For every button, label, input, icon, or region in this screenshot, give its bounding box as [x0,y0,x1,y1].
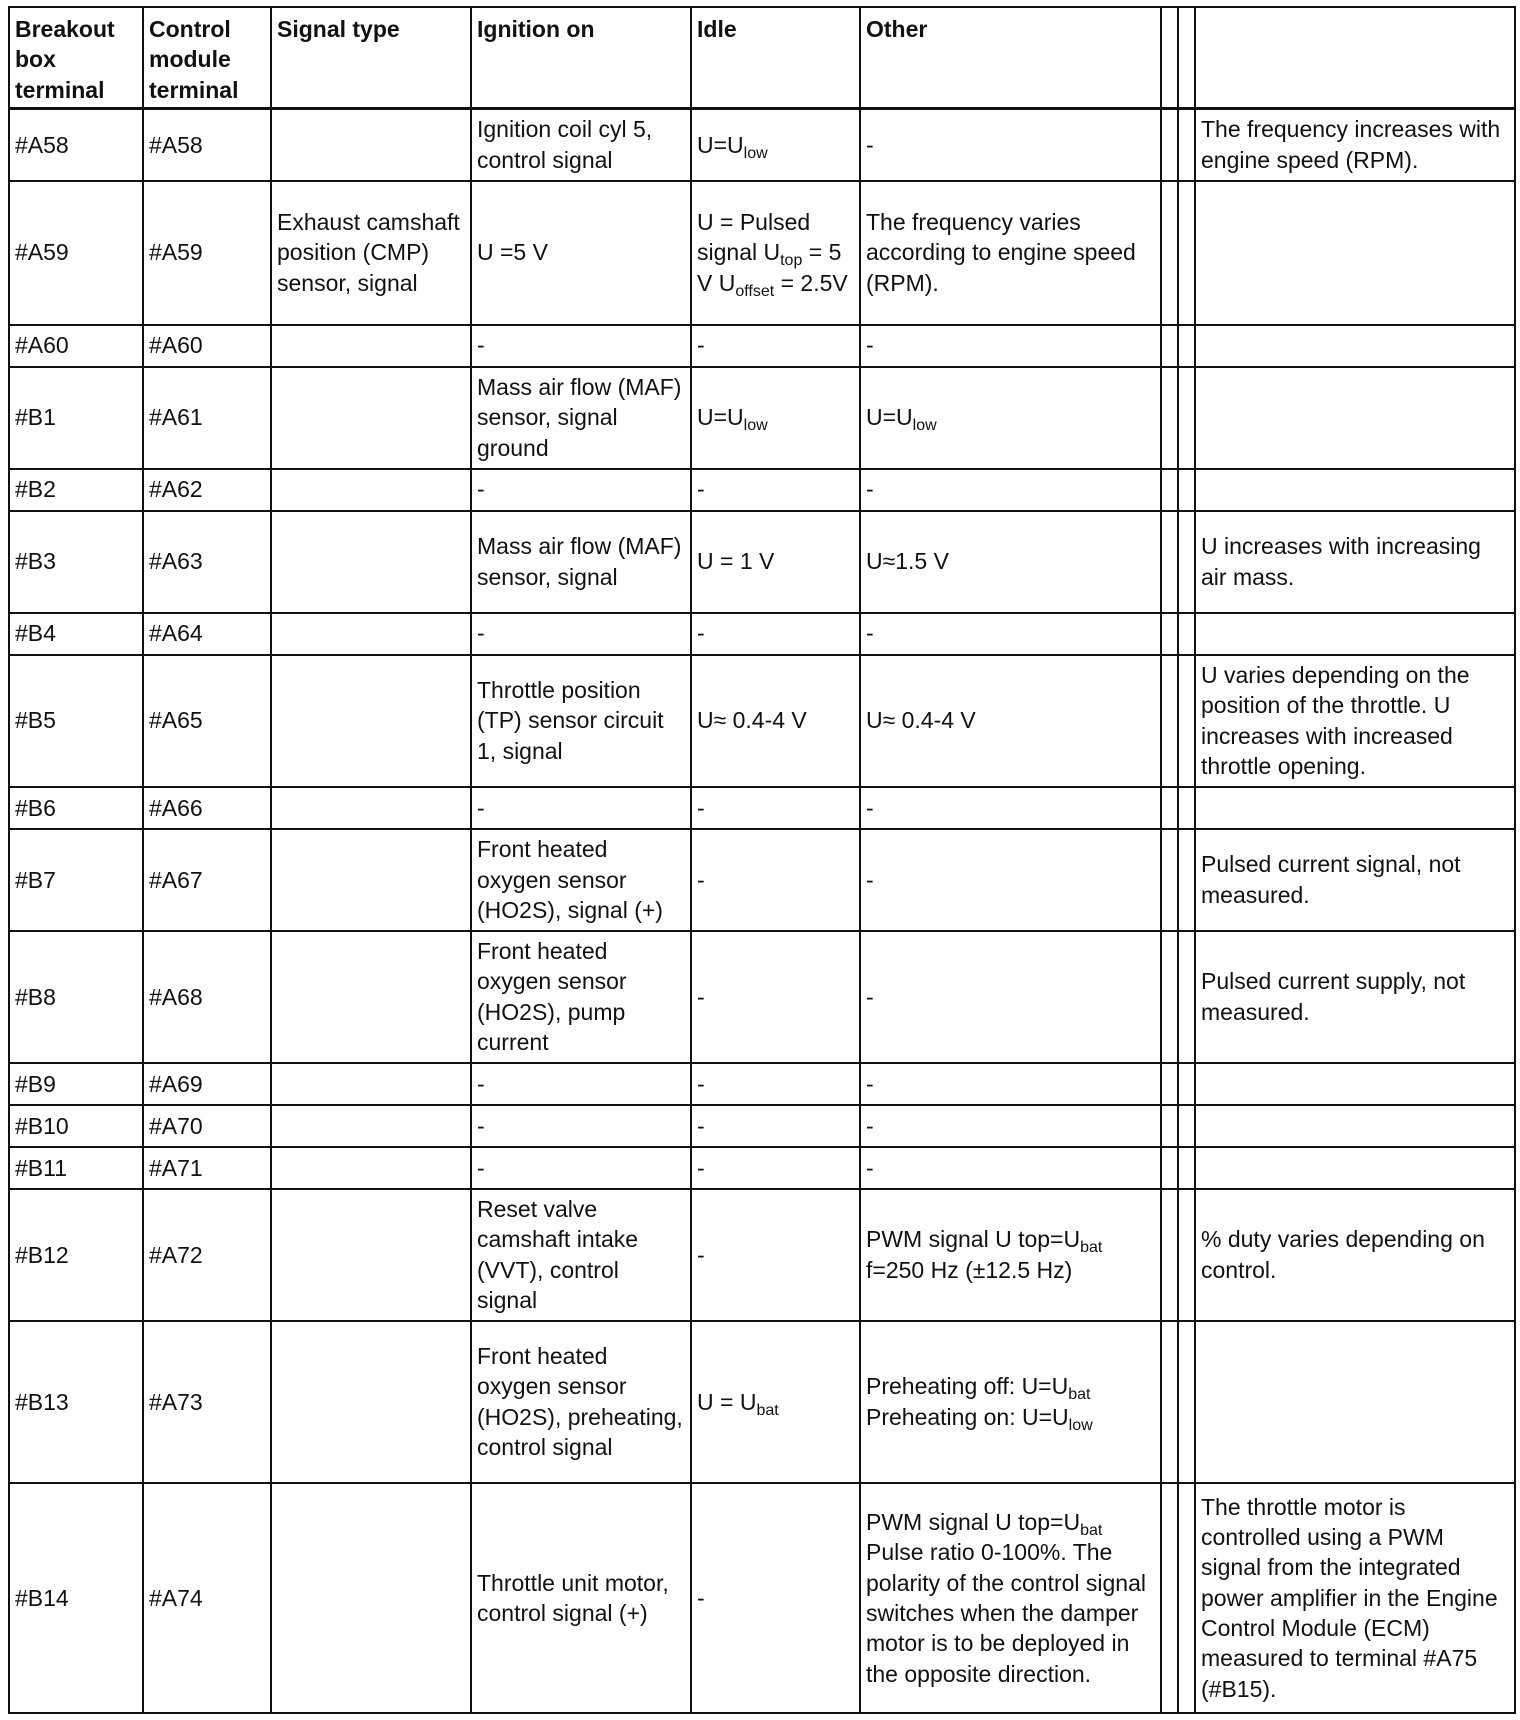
table-row [9,1063,1515,1105]
cell-ignition-on: - [471,787,691,829]
cell-breakout-terminal: #B10 [9,1105,143,1147]
cell-breakout-terminal: #B3 [9,511,143,613]
cell-breakout-terminal: #B12 [9,1189,143,1321]
cell-signal-type [271,613,471,655]
cell-idle: - [691,1105,860,1147]
table-row [9,367,1515,469]
cell-extra-1 [1161,367,1178,469]
cell-extra-2 [1178,181,1195,325]
cell-control-terminal: #A61 [143,367,271,469]
cell-control-terminal: #A67 [143,829,271,931]
cell-comment [1195,325,1515,367]
table-row [9,613,1515,655]
cell-control-terminal: #A66 [143,787,271,829]
cell-signal-type: Exhaust camshaft position (CMP) sensor, signal [271,181,471,325]
cell-other: Preheating off: $U=U_{bat}$ Preheating on: $U=U_{low}$ [860,1321,1161,1483]
cell-ignition-on: Throttle position (TP) sensor circuit 1, signal [471,655,691,787]
cell-extra-1 [1161,181,1178,325]
cell-extra-2 [1178,511,1195,613]
cell-signal-type [271,109,471,181]
header-comment [1195,7,1515,109]
table-row [9,1189,1515,1321]
cell-extra-2 [1178,787,1195,829]
cell-ignition-on: Ignition coil cyl 5, control signal [471,109,691,181]
header-ignition-on: Ignition on [471,7,691,109]
cell-breakout-terminal: #B13 [9,1321,143,1483]
cell-idle: - [691,613,860,655]
table-row [9,655,1515,787]
cell-control-terminal: #A59 [143,181,271,325]
cell-signal-type [271,655,471,787]
cell-other: - [860,931,1161,1063]
cell-breakout-terminal: #B1 [9,367,143,469]
cell-control-terminal: #A74 [143,1483,271,1713]
header-control-module-terminal: Control module terminal [143,7,271,109]
table-header-row [9,7,1515,109]
cell-breakout-terminal: #B6 [9,787,143,829]
cell-extra-1 [1161,1321,1178,1483]
cell-comment [1195,1105,1515,1147]
table-row [9,511,1515,613]
table-row [9,829,1515,931]
header-signal-type: Signal type [271,7,471,109]
cell-comment: Pulsed current supply, not measured. [1195,931,1515,1063]
cell-breakout-terminal: #A60 [9,325,143,367]
cell-signal-type [271,367,471,469]
cell-extra-2 [1178,931,1195,1063]
cell-extra-2 [1178,829,1195,931]
cell-ignition-on: Front heated oxygen sensor (HO2S), preheating, control signal [471,1321,691,1483]
cell-control-terminal: #A69 [143,1063,271,1105]
cell-idle: - [691,325,860,367]
cell-comment [1195,787,1515,829]
cell-breakout-terminal: #A58 [9,109,143,181]
cell-idle: - [691,1147,860,1189]
cell-ignition-on: Throttle unit motor, control signal (+) [471,1483,691,1713]
cell-idle: - [691,1063,860,1105]
cell-other: PWM signal U $top=U_{bat}$ Pulse ratio 0-100%. The polarity of the control signal switches when the damper motor is to be deployed in the opposite direction. [860,1483,1161,1713]
cell-other: - [860,1147,1161,1189]
cell-other: - [860,787,1161,829]
cell-signal-type [271,325,471,367]
cell-comment [1195,1063,1515,1105]
header-breakout-box-terminal: Breakout box terminal [9,7,143,109]
cell-comment: The frequency increases with engine speed (RPM). [1195,109,1515,181]
cell-control-terminal: #A72 [143,1189,271,1321]
cell-comment [1195,469,1515,511]
table-row [9,325,1515,367]
cell-extra-2 [1178,325,1195,367]
cell-extra-1 [1161,787,1178,829]
cell-extra-2 [1178,613,1195,655]
cell-extra-1 [1161,469,1178,511]
table-row [9,931,1515,1063]
cell-other: PWM signal U $top=U_{bat}$ f=250 Hz (±12.5 Hz) [860,1189,1161,1321]
cell-comment: The throttle motor is controlled using a PWM signal from the integrated power amplifier in the Engine Control Module (ECM) measured to terminal #A75 (#B15). [1195,1483,1515,1713]
cell-control-terminal: #A68 [143,931,271,1063]
cell-control-terminal: #A60 [143,325,271,367]
cell-control-terminal: #A58 [143,109,271,181]
header-extra-1 [1161,7,1178,109]
cell-breakout-terminal: #B2 [9,469,143,511]
cell-comment: U increases with increasing air mass. [1195,511,1515,613]
cell-comment [1195,1147,1515,1189]
cell-extra-1 [1161,1189,1178,1321]
cell-comment [1195,1321,1515,1483]
table-row [9,787,1515,829]
cell-breakout-terminal: #B4 [9,613,143,655]
header-extra-2 [1178,7,1195,109]
cell-signal-type [271,511,471,613]
cell-extra-1 [1161,325,1178,367]
cell-extra-1 [1161,1063,1178,1105]
cell-ignition-on: Front heated oxygen sensor (HO2S), signal (+) [471,829,691,931]
cell-breakout-terminal: #B14 [9,1483,143,1713]
header-idle: Idle [691,7,860,109]
cell-extra-2 [1178,1147,1195,1189]
cell-idle: - [691,1189,860,1321]
table-row [9,1483,1515,1713]
cell-breakout-terminal: #B11 [9,1147,143,1189]
table-row [9,1147,1515,1189]
cell-extra-1 [1161,613,1178,655]
cell-other: - [860,469,1161,511]
cell-comment: % duty varies depending on control. [1195,1189,1515,1321]
cell-ignition-on: Front heated oxygen sensor (HO2S), pump current [471,931,691,1063]
cell-other: - [860,1063,1161,1105]
cell-other: The frequency varies according to engine speed (RPM). [860,181,1161,325]
cell-extra-1 [1161,109,1178,181]
cell-control-terminal: #A64 [143,613,271,655]
cell-extra-1 [1161,511,1178,613]
table-row [9,181,1515,325]
cell-other: U≈ 0.4-4 V [860,655,1161,787]
cell-idle: - [691,829,860,931]
cell-extra-1 [1161,655,1178,787]
cell-ignition-on: - [471,469,691,511]
cell-idle: U = Pulsed signal $U_{top} = 5$ V $U_{offset} = 2.5V$ [691,181,860,325]
cell-breakout-terminal: #A59 [9,181,143,325]
cell-extra-2 [1178,655,1195,787]
cell-signal-type [271,1189,471,1321]
cell-other: - [860,325,1161,367]
table-row [9,1321,1515,1483]
cell-ignition-on: Reset valve camshaft intake (VVT), control signal [471,1189,691,1321]
table-row [9,469,1515,511]
cell-idle: $U=U_{low}$ [691,109,860,181]
cell-comment: Pulsed current signal, not measured. [1195,829,1515,931]
header-other: Other [860,7,1161,109]
cell-extra-2 [1178,109,1195,181]
cell-extra-2 [1178,469,1195,511]
cell-comment [1195,367,1515,469]
cell-breakout-terminal: #B7 [9,829,143,931]
cell-extra-1 [1161,1147,1178,1189]
cell-extra-2 [1178,1483,1195,1713]
cell-extra-2 [1178,367,1195,469]
cell-signal-type [271,1147,471,1189]
table-body [9,109,1515,1713]
cell-ignition-on: Mass air flow (MAF) sensor, signal ground [471,367,691,469]
cell-other: - [860,613,1161,655]
cell-comment [1195,613,1515,655]
cell-control-terminal: #A63 [143,511,271,613]
cell-breakout-terminal: #B8 [9,931,143,1063]
cell-extra-1 [1161,931,1178,1063]
cell-comment: U varies depending on the position of the throttle. U increases with increased throttle opening. [1195,655,1515,787]
cell-other: - [860,1105,1161,1147]
cell-signal-type [271,1105,471,1147]
cell-control-terminal: #A73 [143,1321,271,1483]
cell-signal-type [271,1063,471,1105]
cell-idle: U = 1 V [691,511,860,613]
cell-control-terminal: #A65 [143,655,271,787]
cell-ignition-on: - [471,1063,691,1105]
cell-control-terminal: #A70 [143,1105,271,1147]
cell-other: - [860,109,1161,181]
cell-other: $U=U_{low}$ [860,367,1161,469]
cell-extra-2 [1178,1063,1195,1105]
cell-extra-1 [1161,1483,1178,1713]
cell-signal-type [271,829,471,931]
cell-ignition-on: - [471,613,691,655]
cell-control-terminal: #A62 [143,469,271,511]
cell-ignition-on: - [471,1105,691,1147]
cell-signal-type [271,469,471,511]
cell-signal-type [271,1483,471,1713]
cell-ignition-on: Mass air flow (MAF) sensor, signal [471,511,691,613]
cell-ignition-on: - [471,1147,691,1189]
cell-idle: - [691,787,860,829]
cell-idle: $U = U_{bat}$ [691,1321,860,1483]
cell-ignition-on: - [471,325,691,367]
cell-extra-1 [1161,829,1178,931]
cell-idle: - [691,1483,860,1713]
cell-signal-type [271,931,471,1063]
cell-idle: - [691,469,860,511]
cell-extra-1 [1161,1105,1178,1147]
table-row [9,109,1515,181]
cell-other: - [860,829,1161,931]
cell-extra-2 [1178,1321,1195,1483]
cell-ignition-on: U =5 V [471,181,691,325]
cell-idle: U≈ 0.4-4 V [691,655,860,787]
cell-idle: - [691,931,860,1063]
cell-signal-type [271,1321,471,1483]
cell-comment [1195,181,1515,325]
cell-control-terminal: #A71 [143,1147,271,1189]
cell-breakout-terminal: #B9 [9,1063,143,1105]
table-row [9,1105,1515,1147]
cell-signal-type [271,787,471,829]
cell-other: U≈1.5 V [860,511,1161,613]
cell-breakout-terminal: #B5 [9,655,143,787]
cell-extra-2 [1178,1189,1195,1321]
cell-extra-2 [1178,1105,1195,1147]
cell-idle: $U=U_{low}$ [691,367,860,469]
terminal-table [8,6,1516,1714]
